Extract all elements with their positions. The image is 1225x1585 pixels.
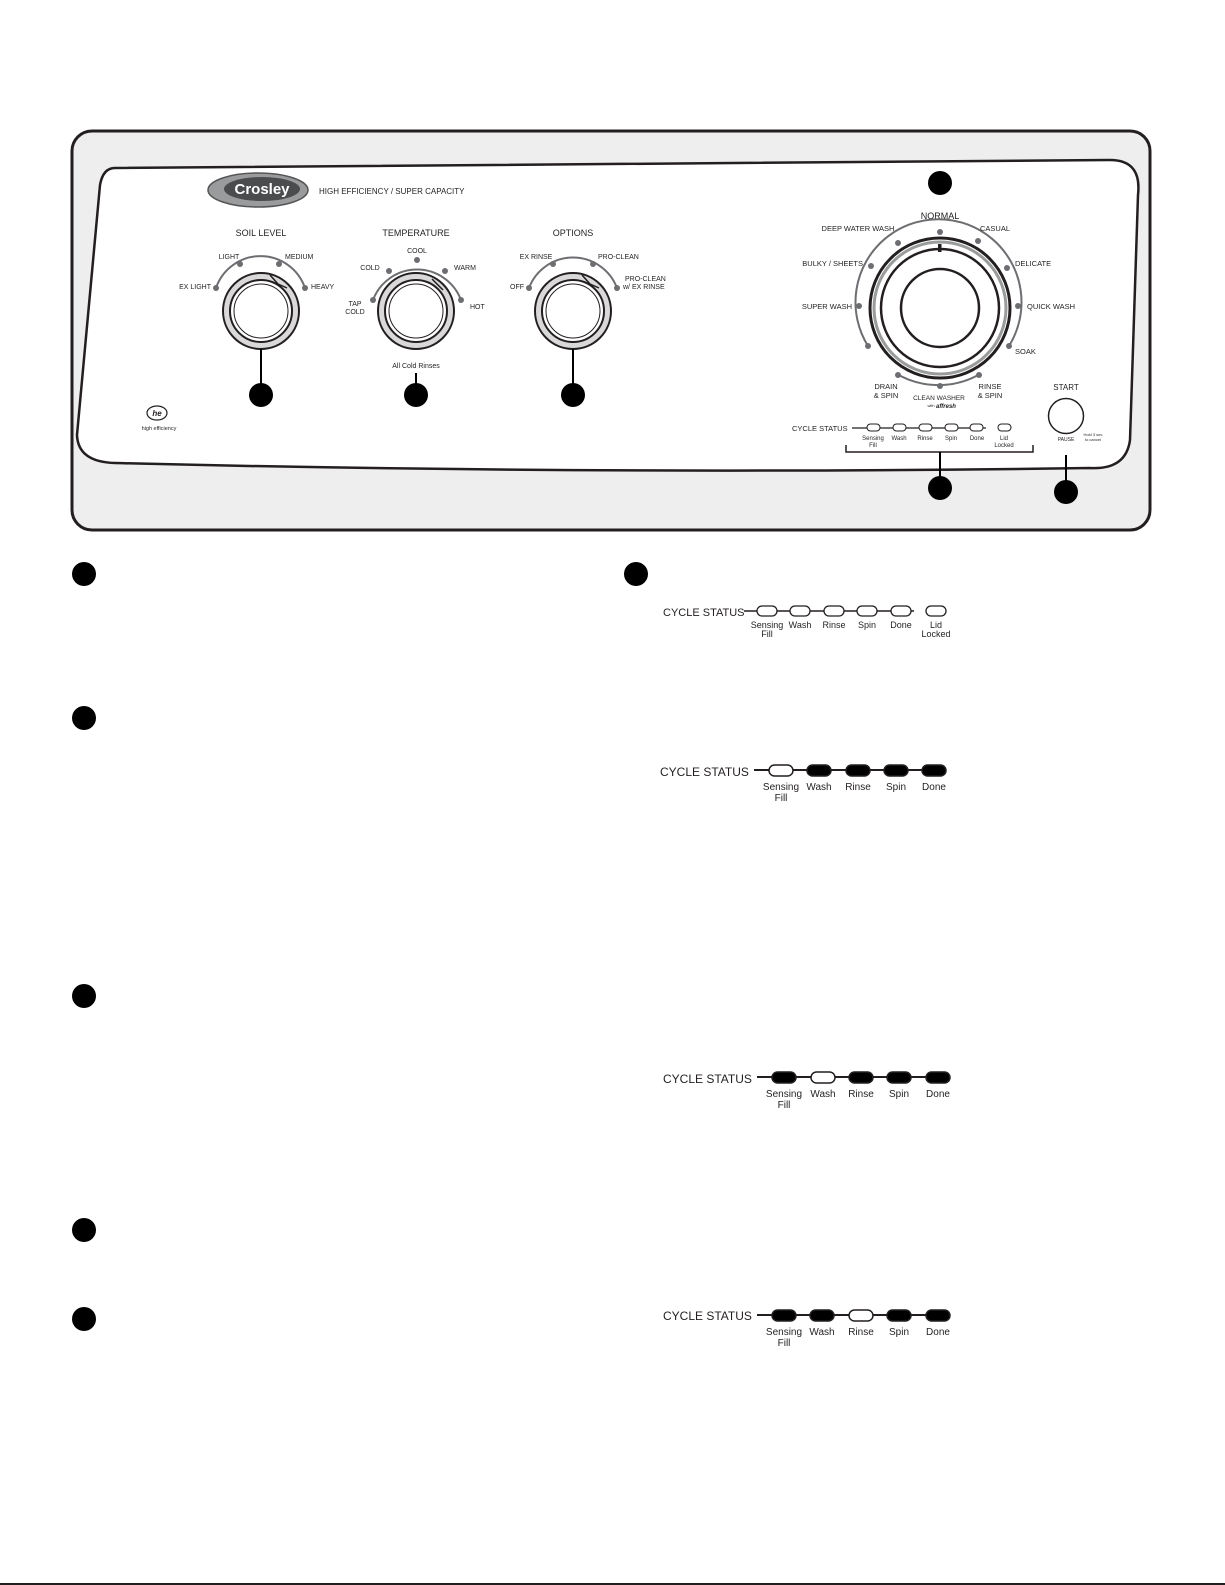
diagram2-text-rinse: Rinse bbox=[845, 782, 871, 793]
callout-marker-8 bbox=[1054, 480, 1078, 504]
diagram1-light-sensing-fill bbox=[757, 606, 777, 616]
diagram3-text-sensing: Sensing bbox=[765, 1089, 803, 1100]
diagram2-text-fill: Fill bbox=[774, 793, 788, 804]
temp-tap: TAP bbox=[348, 301, 362, 308]
cycle-casual: CASUAL bbox=[980, 224, 1011, 233]
diagram1-text-wash: Wash bbox=[788, 620, 812, 630]
diagram2-light-done bbox=[922, 765, 946, 776]
panel-label-spin: Spin bbox=[944, 436, 958, 442]
cycle-soak: SOAK bbox=[1015, 347, 1036, 356]
start-hold-2: to cancel bbox=[1084, 437, 1102, 442]
cycle-quick-wash: QUICK WASH bbox=[1027, 302, 1076, 311]
diagram3-label: CYCLE STATUS bbox=[663, 1072, 752, 1086]
diagram2-text-spin: Spin bbox=[885, 782, 907, 793]
diagram2-text-wash: Wash bbox=[806, 782, 832, 793]
temp-warm: WARM bbox=[454, 265, 476, 272]
diagram1-light-rinse bbox=[824, 606, 844, 616]
panel-label-done: Done bbox=[969, 436, 985, 442]
diagram1-text-done: Done bbox=[890, 620, 912, 630]
callout-marker-3 bbox=[561, 383, 585, 407]
tagline: HIGH EFFICIENCY / SUPER CAPACITY bbox=[319, 187, 465, 196]
diagram3-light-rinse bbox=[849, 1072, 873, 1083]
diagram1-light-done bbox=[891, 606, 911, 616]
panel-light-spin bbox=[945, 424, 958, 431]
panel-label-fill: Fill bbox=[869, 443, 877, 449]
section-marker-2 bbox=[72, 706, 96, 730]
diagram4-light-wash bbox=[810, 1310, 834, 1321]
cycle-drain-spin-1: DRAIN bbox=[874, 382, 898, 391]
panel-light-lid-locked bbox=[998, 424, 1011, 431]
cycle-normal: NORMAL bbox=[920, 211, 960, 221]
diagram1-label: CYCLE STATUS bbox=[663, 607, 745, 619]
start-button[interactable] bbox=[1049, 399, 1084, 434]
callout-marker-2 bbox=[404, 383, 428, 407]
diagram3-text-done: Done bbox=[926, 1089, 950, 1100]
cycle-delicate: DELICATE bbox=[1015, 259, 1052, 268]
cycle-clean-washer-with: with bbox=[927, 403, 935, 408]
diagram4-text-wash: Wash bbox=[809, 1327, 835, 1338]
diagram3-light-spin bbox=[887, 1072, 911, 1083]
section-marker-4 bbox=[72, 1218, 96, 1242]
diagram4-light-spin bbox=[887, 1310, 911, 1321]
diagram1-text-sensing: Sensing bbox=[750, 620, 784, 630]
panel-light-sensing-fill bbox=[867, 424, 880, 431]
diagram3-text-spin: Spin bbox=[888, 1089, 910, 1100]
cycle-deep-water-wash: DEEP WATER WASH bbox=[821, 224, 895, 233]
callout-marker-1 bbox=[249, 383, 273, 407]
he-caption: high efficiency bbox=[141, 426, 177, 432]
section-marker-5 bbox=[72, 1307, 96, 1331]
callout-marker-7 bbox=[928, 476, 952, 500]
diagram4-text-done: Done bbox=[926, 1327, 950, 1338]
cycle-clean-washer-brand: affresh bbox=[936, 404, 956, 410]
start-hold-1: Hold 3 sec bbox=[1083, 432, 1103, 437]
panel-light-rinse bbox=[919, 424, 932, 431]
diagram3-text-wash: Wash bbox=[810, 1089, 836, 1100]
diagram1-light-lid-locked bbox=[926, 606, 946, 616]
crosley-logo bbox=[208, 173, 308, 207]
temp-cool: COOL bbox=[407, 248, 427, 255]
diagram2-light-wash bbox=[807, 765, 831, 776]
he-logo-text: he bbox=[152, 409, 162, 418]
opt-pro-clean-ex-1: PRO-CLEAN bbox=[625, 276, 666, 283]
status-diagram-all-off bbox=[663, 606, 951, 639]
cycle-pointer bbox=[938, 244, 942, 252]
soil-heavy: HEAVY bbox=[311, 284, 335, 291]
diagram1-text-rinse: Rinse bbox=[822, 620, 846, 630]
panel-label-rinse: Rinse bbox=[917, 436, 933, 442]
logo-text: Crosley bbox=[234, 181, 290, 198]
options-title: OPTIONS bbox=[552, 228, 594, 238]
diagram1-text-fill: Fill bbox=[761, 629, 773, 639]
start-pause: PAUSE bbox=[1057, 437, 1075, 443]
start-title: START bbox=[1053, 383, 1079, 392]
diagram4-light-rinse bbox=[849, 1310, 873, 1321]
opt-ex-rinse: EX RINSE bbox=[519, 254, 553, 261]
opt-off: OFF bbox=[510, 284, 524, 291]
soil-medium: MEDIUM bbox=[285, 254, 314, 261]
soil-ex-light: EX LIGHT bbox=[179, 284, 211, 291]
diagram2-light-spin bbox=[884, 765, 908, 776]
callout-marker-6 bbox=[928, 171, 952, 195]
panel-cycle-status-label: CYCLE STATUS bbox=[792, 424, 848, 433]
diagram3-light-wash bbox=[811, 1072, 835, 1083]
panel-label-sensing: Sensing bbox=[862, 436, 884, 442]
section-marker-3 bbox=[72, 984, 96, 1008]
panel-light-wash bbox=[893, 424, 906, 431]
diagram2-text-sensing: Sensing bbox=[762, 782, 800, 793]
cycle-super-wash: SUPER WASH bbox=[801, 302, 852, 311]
panel-light-done bbox=[970, 424, 983, 431]
diagram3-light-done bbox=[926, 1072, 950, 1083]
diagram1-light-spin bbox=[857, 606, 877, 616]
diagram3-text-fill: Fill bbox=[777, 1100, 791, 1111]
cycle-rinse-spin-1: RINSE bbox=[978, 382, 1002, 391]
diagram2-text-done: Done bbox=[922, 782, 946, 793]
opt-pro-clean-ex-2: w/ EX RINSE bbox=[623, 284, 665, 291]
cycle-drain-spin-2: & SPIN bbox=[873, 391, 899, 400]
diagram1-text-locked: Locked bbox=[921, 629, 951, 639]
cycle-clean-washer: CLEAN WASHER bbox=[913, 395, 965, 402]
panel-label-wash: Wash bbox=[891, 436, 907, 442]
temp-cold: COLD bbox=[360, 265, 380, 272]
soil-light: LIGHT bbox=[218, 254, 240, 261]
temp-tap-cold: COLD bbox=[345, 309, 365, 316]
status-diagram-sensing bbox=[660, 765, 946, 804]
diagram4-text-sensing: Sensing bbox=[765, 1327, 803, 1338]
status-diagram-wash bbox=[663, 1072, 950, 1111]
temp-hot: HOT bbox=[470, 304, 485, 311]
panel-label-locked: Locked bbox=[994, 443, 1014, 449]
diagram3-light-sensing-fill bbox=[772, 1072, 796, 1083]
diagram1-light-wash bbox=[790, 606, 810, 616]
diagram1-text-lid: Lid bbox=[929, 620, 943, 630]
diagram3-text-rinse: Rinse bbox=[848, 1089, 874, 1100]
diagram4-text-fill: Fill bbox=[777, 1338, 791, 1349]
opt-pro-clean: PRO-CLEAN bbox=[598, 254, 639, 261]
temp-footnote: All Cold Rinses bbox=[392, 363, 440, 370]
cycle-bulky-sheets: BULKY / SHEETS bbox=[802, 259, 863, 268]
diagram2-light-rinse bbox=[846, 765, 870, 776]
section-marker-7 bbox=[624, 562, 648, 586]
soil-level-title: SOIL LEVEL bbox=[235, 228, 287, 238]
diagram4-label: CYCLE STATUS bbox=[663, 1309, 752, 1323]
panel-label-lid: Lid bbox=[999, 436, 1009, 442]
temperature-title: TEMPERATURE bbox=[382, 228, 450, 238]
section-marker-1 bbox=[72, 562, 96, 586]
diagram4-light-sensing-fill bbox=[772, 1310, 796, 1321]
diagram1-text-spin: Spin bbox=[857, 620, 877, 630]
diagram4-text-spin: Spin bbox=[888, 1327, 910, 1338]
diagram4-text-rinse: Rinse bbox=[848, 1327, 874, 1338]
diagram2-label: CYCLE STATUS bbox=[660, 765, 749, 779]
diagram2-light-sensing-fill bbox=[769, 765, 793, 776]
cycle-rinse-spin-2: & SPIN bbox=[977, 391, 1003, 400]
diagram4-light-done bbox=[926, 1310, 950, 1321]
status-diagram-rinse bbox=[663, 1309, 950, 1349]
